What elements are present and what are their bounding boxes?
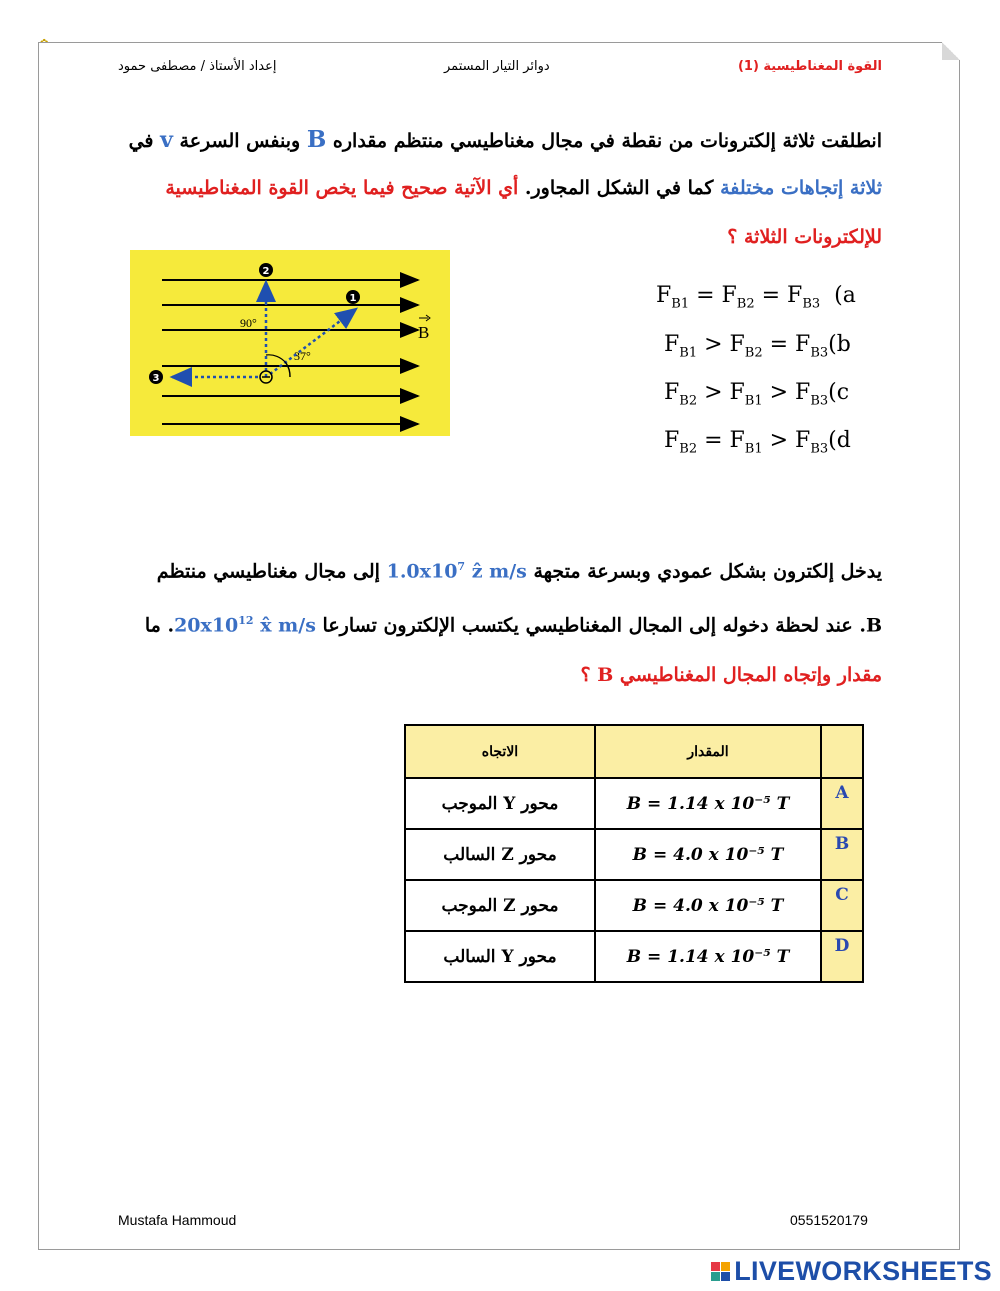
magnitude-cell: B = 4.0 x 10⁻⁵ T: [595, 829, 821, 880]
option-letter: (b: [828, 332, 851, 357]
subject-title: دوائر التيار المستمر: [444, 59, 550, 74]
liveworksheets-icon: [711, 1262, 730, 1281]
q2-line-3: مقدار وإتجاه المجال المغناطيسي B ؟: [580, 664, 882, 686]
label-2: 2: [262, 266, 270, 277]
angle-37-label: 37°: [294, 349, 311, 363]
liveworksheets-logo[interactable]: [711, 1256, 992, 1287]
logo-square: [711, 1262, 720, 1271]
q1-text: كما في الشكل المجاور.: [524, 177, 714, 199]
acceleration-value: $20x10^{12}$ x̂ m/s: [174, 614, 316, 637]
logo-square: [721, 1272, 730, 1281]
option-b[interactable]: $F_{B1} > F_{B2} = F_{B3}(b$: [664, 332, 851, 361]
option-letter: (c: [828, 380, 850, 405]
choice-letter[interactable]: A: [821, 778, 863, 829]
magnitude-cell: B = 1.14 x 10⁻⁵ T: [595, 931, 821, 982]
table-header-row: [405, 725, 863, 778]
table-row[interactable]: [405, 931, 863, 982]
choice-letter[interactable]: C: [821, 880, 863, 931]
direction-cell: محور Z السالب: [405, 829, 595, 880]
velocity-value: $1.0x10^7$ ẑ m/s: [386, 560, 527, 583]
footer-phone: 0551520179: [790, 1212, 868, 1228]
option-letter: (a: [834, 283, 856, 308]
page-fold: [942, 42, 960, 60]
label-3: 3: [152, 373, 160, 384]
magnitude-cell: B = 1.14 x 10⁻⁵ T: [595, 778, 821, 829]
table-row[interactable]: [405, 778, 863, 829]
liveworksheets-label: LIVEWORKSHEETS: [734, 1256, 992, 1286]
q2-line-2: [145, 614, 882, 636]
angle-90-label: 90°: [240, 316, 257, 330]
direction-cell: محور Y السالب: [405, 931, 595, 982]
angle-arc-90: [266, 355, 286, 363]
velocity-symbol: v: [160, 127, 173, 153]
q1-line-2: [165, 177, 882, 199]
field-vector-label: B: [418, 323, 430, 342]
option-d[interactable]: $F_{B2} = F_{B1} > F_{B3}(d$: [664, 428, 851, 457]
magnitude-header: المقدار: [595, 725, 821, 778]
answer-table: [404, 724, 864, 983]
logo-square: [721, 1262, 730, 1271]
choice-letter[interactable]: B: [821, 829, 863, 880]
logo-square: [711, 1272, 720, 1281]
field-lines: [162, 280, 418, 424]
option-c[interactable]: $F_{B2} > F_{B1} > F_{B3}(c$: [664, 380, 850, 409]
magnetic-field-diagram: [130, 250, 450, 436]
q2-line-1: [157, 560, 882, 582]
direction-cell: محور Y الموجب: [405, 778, 595, 829]
q2-text: إلى مجال مغناطيسي منتظم: [156, 560, 380, 583]
q1-text: انطلقت ثلاثة إلكترونات من نقطة في مجال مغناطيسي منتظم مقداره: [332, 130, 882, 152]
q2-text: B. عند لحظة دخوله إلى المجال المغناطيسي يكتسب الإلكترون تسارعا: [322, 614, 882, 637]
q2-text: يدخل إلكترون بشكل عمودي وبسرعة متجهة: [533, 560, 882, 583]
q1-directions-text: ثلاثة إتجاهات مختلفة: [720, 177, 882, 199]
diagram-svg: [130, 250, 450, 436]
letter-header: [821, 725, 863, 778]
table-row[interactable]: [405, 880, 863, 931]
q1-text: وبنفس السرعة: [179, 130, 301, 152]
q1-question-text: أي الآتية صحيح فيما يخص القوة المغناطيسية: [165, 177, 519, 199]
table-row[interactable]: [405, 829, 863, 880]
direction-header: الاتجاه: [405, 725, 595, 778]
direction-cell: محور Z الموجب: [405, 880, 595, 931]
option-letter: (d: [828, 428, 851, 453]
velocity-arrow-1: [270, 309, 356, 374]
worksheet-page: [38, 42, 960, 1250]
worksheet-title: القوة المغناطيسية (1): [737, 59, 882, 74]
q1-line-1: [129, 126, 882, 153]
label-1: 1: [349, 293, 357, 304]
choice-letter[interactable]: D: [821, 931, 863, 982]
footer-name: Mustafa Hammoud: [118, 1212, 237, 1228]
magnitude-cell: B = 4.0 x 10⁻⁵ T: [595, 880, 821, 931]
q2-text: . ما: [144, 614, 175, 637]
q1-text: في: [128, 130, 154, 152]
field-symbol: B: [306, 126, 327, 153]
option-a[interactable]: $F_{B1} = F_{B2} = F_{B3}$ (a: [656, 283, 856, 312]
q1-line-3: للإلكترونات الثلاثة ؟: [727, 226, 882, 248]
author-credit: إعداد الأستاذ / مصطفى حمود: [118, 59, 277, 74]
